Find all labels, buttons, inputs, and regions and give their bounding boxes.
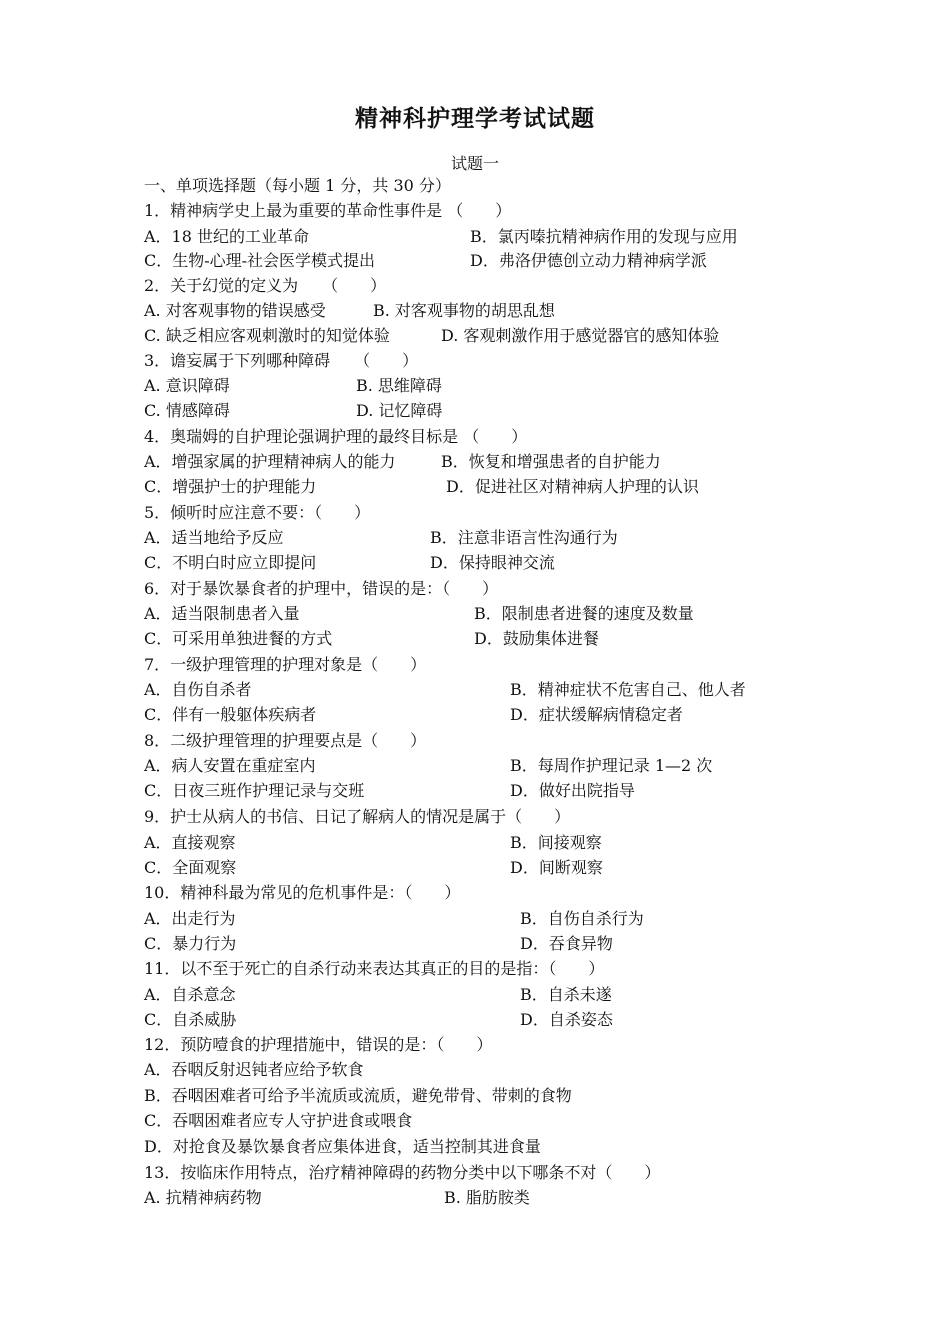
question-stem: 13．按临床作用特点，治疗精神障碍的药物分类中以下哪条不对（ ）	[144, 1163, 661, 1182]
option: B．精神症状不危害自己、他人者	[510, 680, 746, 699]
option: A．病人安置在重症室内	[144, 756, 316, 775]
option: C．生物-心理-社会医学模式提出	[144, 251, 376, 270]
option: D. 记忆障碍	[356, 401, 443, 420]
option: A. 抗精神病药物	[144, 1188, 262, 1207]
option: C．暴力行为	[144, 934, 237, 953]
option: D．保持眼神交流	[430, 553, 555, 572]
question-stem: 7．一级护理管理的护理对象是（ ）	[144, 655, 427, 674]
option: D．促进社区对精神病人护理的认识	[446, 477, 699, 496]
option: B．自杀未遂	[520, 985, 612, 1004]
option: A．18 世纪的工业革命	[144, 227, 310, 246]
option: A．适当限制患者入量	[144, 604, 300, 623]
question-stem: 8．二级护理管理的护理要点是（ ）	[144, 731, 427, 750]
option: D．做好出院指导	[510, 781, 635, 800]
option: B．自伤自杀行为	[520, 909, 644, 928]
option: A. 对客观事物的错误感受	[144, 301, 326, 320]
option: C．自杀威胁	[144, 1010, 237, 1029]
option: D．吞食异物	[520, 934, 613, 953]
question-stem: 3．谵妄属于下列哪种障碍 （ ）	[144, 351, 419, 370]
question-stem: 6．对于暴饮暴食者的护理中，错误的是：（ ）	[144, 579, 499, 598]
option: A．出走行为	[144, 909, 236, 928]
option: C．伴有一般躯体疾病者	[144, 705, 317, 724]
option: C．吞咽困难者应专人守护进食或喂食	[144, 1111, 413, 1130]
option: A．吞咽反射迟钝者应给予软食	[144, 1060, 364, 1079]
option: D．症状缓解病情稳定者	[510, 705, 683, 724]
option: A．自伤自杀者	[144, 680, 252, 699]
page-title: 精神科护理学考试试题	[355, 106, 595, 132]
option: C. 情感障碍	[144, 401, 230, 420]
option: D．间断观察	[510, 858, 603, 877]
option: A．直接观察	[144, 833, 236, 852]
option: A. 意识障碍	[144, 376, 230, 395]
option: D. 客观刺激作用于感觉器官的感知体验	[441, 326, 720, 345]
option: C．可采用单独进餐的方式	[144, 629, 333, 648]
option: A．增强家属的护理精神病人的能力	[144, 452, 396, 471]
option: C．增强护士的护理能力	[144, 477, 317, 496]
option: C. 缺乏相应客观刺激时的知觉体验	[144, 326, 390, 345]
option: B. 对客观事物的胡思乱想	[373, 301, 555, 320]
option: D．对抢食及暴饮暴食者应集体进食，适当控制其进食量	[144, 1137, 541, 1156]
question-stem: 1．精神病学史上最为重要的革命性事件是 （ ）	[144, 201, 512, 220]
option: B. 思维障碍	[356, 376, 442, 395]
question-stem: 10．精神科最为常见的危机事件是：（ ）	[144, 883, 461, 902]
option: D．鼓励集体进餐	[474, 629, 599, 648]
option: A．自杀意念	[144, 985, 236, 1004]
option: B．吞咽困难者可给予半流质或流质，避免带骨、带刺的食物	[144, 1086, 572, 1105]
option: C．日夜三班作护理记录与交班	[144, 781, 365, 800]
option: B．间接观察	[510, 833, 602, 852]
question-stem: 11．以不至于死亡的自杀行动来表达其真正的目的是指：（ ）	[144, 959, 605, 978]
option: B．限制患者进餐的速度及数量	[474, 604, 694, 623]
question-stem: 12．预防噎食的护理措施中，错误的是：（ ）	[144, 1035, 493, 1054]
question-stem: 5．倾听时应注意不要：（ ）	[144, 503, 371, 522]
option: A．适当地给予反应	[144, 528, 284, 547]
page-subtitle: 试题一	[450, 154, 499, 173]
option: D．自杀姿态	[520, 1010, 613, 1029]
option: C．全面观察	[144, 858, 237, 877]
question-stem: 4．奥瑞姆的自护理论强调护理的最终目标是 （ ）	[144, 427, 528, 446]
option: B. 脂肪胺类	[444, 1188, 530, 1207]
option: C．不明白时应立即提问	[144, 553, 317, 572]
question-stem: 2．关于幻觉的定义为 （ ）	[144, 276, 387, 295]
question-stem: 9．护士从病人的书信、日记了解病人的情况是属于（ ）	[144, 807, 571, 826]
option: B．注意非语言性沟通行为	[430, 528, 618, 547]
section-header: 一、单项选择题（每小题 1 分，共 30 分）	[144, 176, 451, 195]
option: B．每周作护理记录 1—2 次	[510, 756, 713, 775]
option: B．恢复和增强患者的自护能力	[441, 452, 661, 471]
option: D．弗洛伊德创立动力精神病学派	[470, 251, 707, 270]
option: B．氯丙嗪抗精神病作用的发现与应用	[470, 227, 738, 246]
